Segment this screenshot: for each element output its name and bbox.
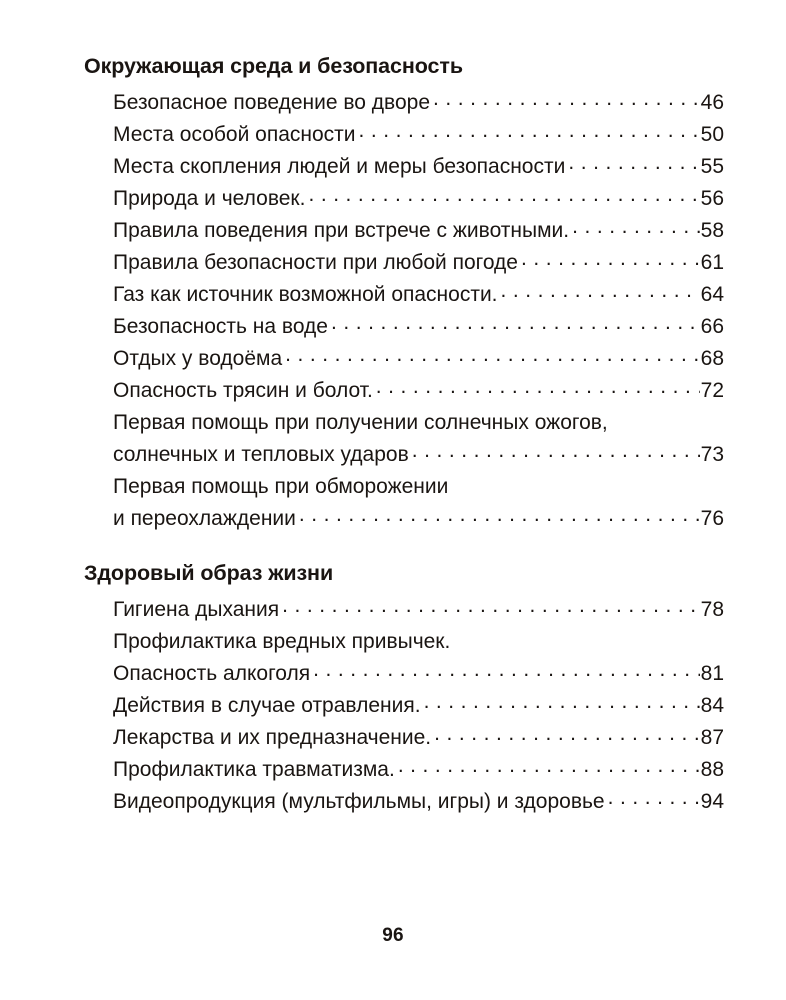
toc-entry-label: Гигиена дыхания: [113, 598, 280, 621]
toc-entry-page-number: 56: [700, 187, 724, 210]
toc-entry-label: Места особой опасности: [113, 123, 356, 146]
dot-leader: [412, 440, 700, 461]
toc-entry[interactable]: [113, 407, 724, 471]
dot-leader: [434, 723, 700, 744]
toc-entry[interactable]: [113, 786, 724, 818]
toc-entry-page-number: 66: [700, 315, 724, 338]
toc-entry-page-number: 46: [700, 91, 724, 114]
toc-entry-list: [84, 594, 724, 818]
dot-leader: [285, 344, 700, 365]
toc-entry-label: и переохлаждении: [113, 507, 296, 530]
toc-entry[interactable]: [113, 343, 724, 375]
toc-entry-line-final: [113, 343, 724, 375]
toc-entry[interactable]: [113, 722, 724, 754]
toc-entry[interactable]: [113, 151, 724, 183]
toc-entry[interactable]: [113, 119, 724, 151]
toc-entry-line-final: [113, 754, 724, 786]
toc-entry-label: солнечных и тепловых ударов: [113, 443, 409, 466]
toc-entry[interactable]: [113, 594, 724, 626]
toc-entry[interactable]: [113, 183, 724, 215]
table-of-contents: [84, 50, 724, 818]
toc-entry[interactable]: [113, 754, 724, 786]
toc-entry-list: [84, 87, 724, 535]
toc-entry-page-number: 72: [700, 379, 724, 402]
dot-leader: [608, 787, 700, 808]
section-heading: Здоровый образ жизни: [84, 561, 334, 585]
dot-leader: [572, 216, 700, 237]
dot-leader: [299, 504, 700, 525]
toc-entry-label: Действия в случае отравления.: [113, 694, 421, 717]
toc-entry-label: Лекарства и их предназначение.: [113, 726, 432, 749]
dot-leader: [433, 88, 700, 109]
toc-section: [84, 557, 724, 818]
page-number-footer: 96: [382, 925, 404, 946]
toc-entry-label: Места скопления людей и меры безопасности: [113, 155, 566, 178]
dot-leader: [331, 312, 700, 333]
toc-entry-line-final: [113, 658, 724, 690]
toc-section: [84, 50, 724, 535]
toc-entry-page-number: 81: [700, 662, 724, 685]
toc-entry-label: Отдых у водоёма: [113, 347, 283, 370]
toc-entry-page-number: 87: [700, 726, 724, 749]
toc-entry-line-final: [113, 786, 724, 818]
toc-entry-label: Безопасность на воде: [113, 315, 328, 338]
toc-entry-line-final: [113, 151, 724, 183]
toc-entry-page-number: 88: [700, 758, 724, 781]
dot-leader: [424, 691, 700, 712]
toc-entry-line-final: [113, 375, 724, 407]
toc-entry-label: Природа и человек.: [113, 187, 306, 210]
toc-entry-line-final: [113, 439, 724, 471]
toc-entry-line-final: [113, 87, 724, 119]
dot-leader: [376, 376, 700, 397]
toc-entry[interactable]: [113, 690, 724, 722]
toc-entry-page-number: 94: [700, 790, 724, 813]
toc-entry[interactable]: [113, 247, 724, 279]
toc-entry-page-number: 78: [700, 598, 724, 621]
dot-leader: [398, 755, 700, 776]
toc-entry-line: [113, 407, 724, 439]
toc-entry-page-number: 68: [700, 347, 724, 370]
section-heading: Окружающая среда и безопасность: [84, 54, 463, 78]
toc-entry-line-final: [113, 722, 724, 754]
toc-entry-label: Видеопродукция (мультфильмы, игры) и здоровье: [113, 790, 605, 813]
toc-entry-label: Опасность алкоголя: [113, 662, 311, 685]
toc-entry-label: Профилактика травматизма.: [113, 758, 395, 781]
toc-entry-label: Первая помощь при получении солнечных ожогов,: [113, 411, 608, 434]
toc-entry[interactable]: [113, 215, 724, 247]
toc-entry-page-number: 58: [700, 219, 724, 242]
toc-entry-label: Газ как источник возможной опасности.: [113, 283, 498, 306]
toc-entry-line: [113, 626, 724, 658]
dot-leader: [359, 120, 700, 141]
toc-entry-label: Правила безопасности при любой погоде: [113, 251, 518, 274]
toc-entry[interactable]: [113, 279, 724, 311]
toc-entry-line: [113, 471, 724, 503]
toc-entry[interactable]: [113, 311, 724, 343]
toc-entry-line-final: [113, 183, 724, 215]
toc-entry-line-final: [113, 594, 724, 626]
toc-entry-label: Первая помощь при обморожении: [113, 475, 449, 498]
toc-entry-page-number: 64: [700, 283, 724, 306]
toc-entry-page-number: 73: [700, 443, 724, 466]
dot-leader: [568, 152, 699, 173]
toc-entry-page-number: 61: [700, 251, 724, 274]
dot-leader: [282, 595, 700, 616]
toc-entry-line-final: [113, 247, 724, 279]
toc-entry-page-number: 84: [700, 694, 724, 717]
toc-entry-line-final: [113, 215, 724, 247]
toc-entry-page-number: 50: [700, 123, 724, 146]
dot-leader: [313, 659, 700, 680]
dot-leader: [521, 248, 700, 269]
toc-entry-line-final: [113, 279, 724, 311]
toc-entry[interactable]: [113, 471, 724, 535]
toc-entry-page-number: 55: [700, 155, 724, 178]
toc-entry-label: Профилактика вредных привычек.: [113, 630, 451, 653]
dot-leader: [308, 184, 699, 205]
toc-entry-line-final: [113, 311, 724, 343]
toc-entry-label: Безопасное поведение во дворе: [113, 91, 431, 114]
toc-entry-label: Опасность трясин и болот.: [113, 379, 373, 402]
toc-entry-line-final: [113, 690, 724, 722]
toc-entry[interactable]: [113, 375, 724, 407]
dot-leader: [501, 280, 700, 301]
toc-entry-label: Правила поведения при встрече с животными.: [113, 219, 570, 242]
toc-entry[interactable]: [113, 626, 724, 690]
toc-entry[interactable]: [113, 87, 724, 119]
toc-entry-line-final: [113, 119, 724, 151]
toc-entry-line-final: [113, 503, 724, 535]
toc-entry-page-number: 76: [700, 507, 724, 530]
